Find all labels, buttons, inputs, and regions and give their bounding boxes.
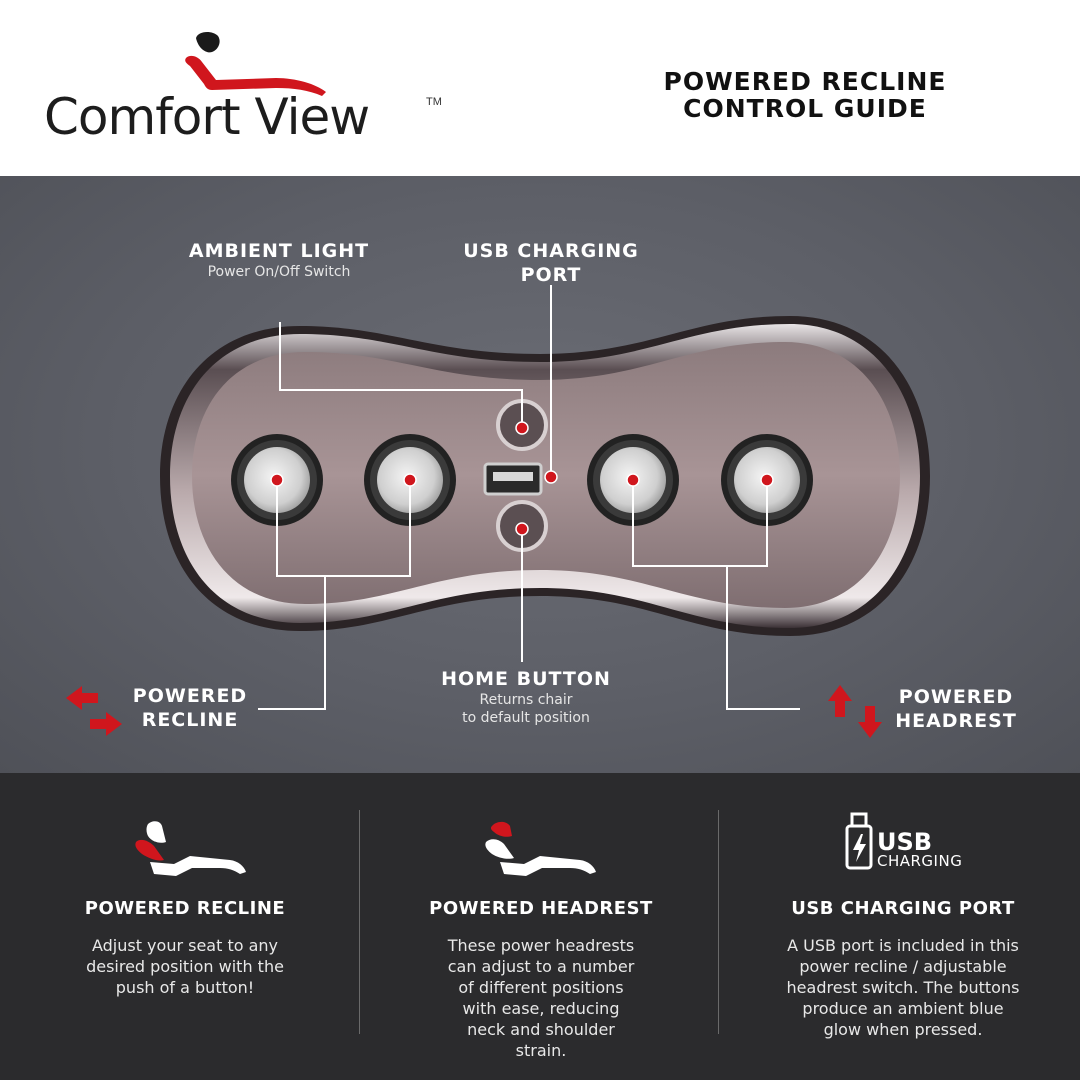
powered-recline-label-line2: RECLINE bbox=[141, 709, 239, 731]
feature-text-line: strain. bbox=[515, 1041, 567, 1060]
usb-charging-icon bbox=[844, 812, 876, 872]
trademark: TM bbox=[426, 96, 442, 108]
ambient-light-sublabel: Power On/Off Switch bbox=[207, 264, 351, 280]
feature-text-line: These power headrests bbox=[447, 936, 635, 955]
powered-headrest-label-line1: POWERED bbox=[898, 686, 1014, 708]
header bbox=[0, 0, 1080, 176]
feature-text-line: push of a button! bbox=[115, 978, 255, 997]
ambient-light-label: AMBIENT LIGHT bbox=[188, 240, 370, 262]
home-button-label: HOME BUTTON bbox=[441, 668, 611, 690]
feature-text-line: of different positions bbox=[458, 978, 624, 997]
powered-recline-label bbox=[120, 684, 260, 732]
feature-text-headrest bbox=[386, 935, 696, 1061]
feature-text-recline bbox=[30, 935, 340, 998]
page-title-line1: POWERED RECLINE bbox=[663, 67, 947, 96]
divider bbox=[718, 810, 719, 1034]
feature-text-line: headrest switch. The buttons bbox=[786, 978, 1020, 997]
feature-text-line: produce an ambient blue bbox=[802, 999, 1004, 1018]
feature-title-headrest: POWERED HEADREST bbox=[429, 898, 653, 919]
feature-text-line: glow when pressed. bbox=[823, 1020, 983, 1039]
divider bbox=[359, 810, 360, 1034]
headrest-arrows-icon bbox=[828, 685, 882, 738]
feature-text-usb bbox=[733, 935, 1073, 1040]
brand-name: Comfort View bbox=[44, 88, 370, 146]
usb-icon-subtext: CHARGING bbox=[877, 852, 963, 870]
feature-text-line: Adjust your seat to any bbox=[91, 936, 279, 955]
home-button-sublabel bbox=[420, 691, 632, 727]
page-title bbox=[640, 68, 970, 122]
control-panel-photo bbox=[0, 176, 1080, 773]
usb-icon-text: USB bbox=[877, 828, 933, 856]
page-title-line2: CONTROL GUIDE bbox=[683, 94, 927, 123]
feature-text-line: power recline / adjustable bbox=[799, 957, 1007, 976]
recline-chair-icon bbox=[130, 818, 248, 880]
usb-port-label bbox=[450, 239, 652, 287]
powered-recline-label-line1: POWERED bbox=[132, 685, 248, 707]
feature-text-line: neck and shoulder bbox=[467, 1020, 615, 1039]
feature-text-line: with ease, reducing bbox=[462, 999, 620, 1018]
headrest-chair-icon bbox=[480, 818, 598, 880]
home-button-sublabel-line1: Returns chair bbox=[479, 692, 573, 708]
usb-port-label-line1: USB CHARGING bbox=[463, 240, 639, 262]
usb-port-label-line2: PORT bbox=[520, 264, 582, 286]
feature-text-line: can adjust to a number bbox=[447, 957, 635, 976]
home-button-sublabel-line2: to default position bbox=[462, 710, 590, 726]
feature-text-line: A USB port is included in this bbox=[787, 936, 1019, 955]
powered-headrest-label-line2: HEADREST bbox=[895, 710, 1017, 732]
feature-text-line: desired position with the bbox=[86, 957, 284, 976]
recline-arrows-icon bbox=[66, 686, 122, 736]
powered-headrest-label bbox=[886, 685, 1026, 733]
feature-title-usb: USB CHARGING PORT bbox=[791, 898, 1015, 919]
feature-title-recline: POWERED RECLINE bbox=[84, 898, 286, 919]
